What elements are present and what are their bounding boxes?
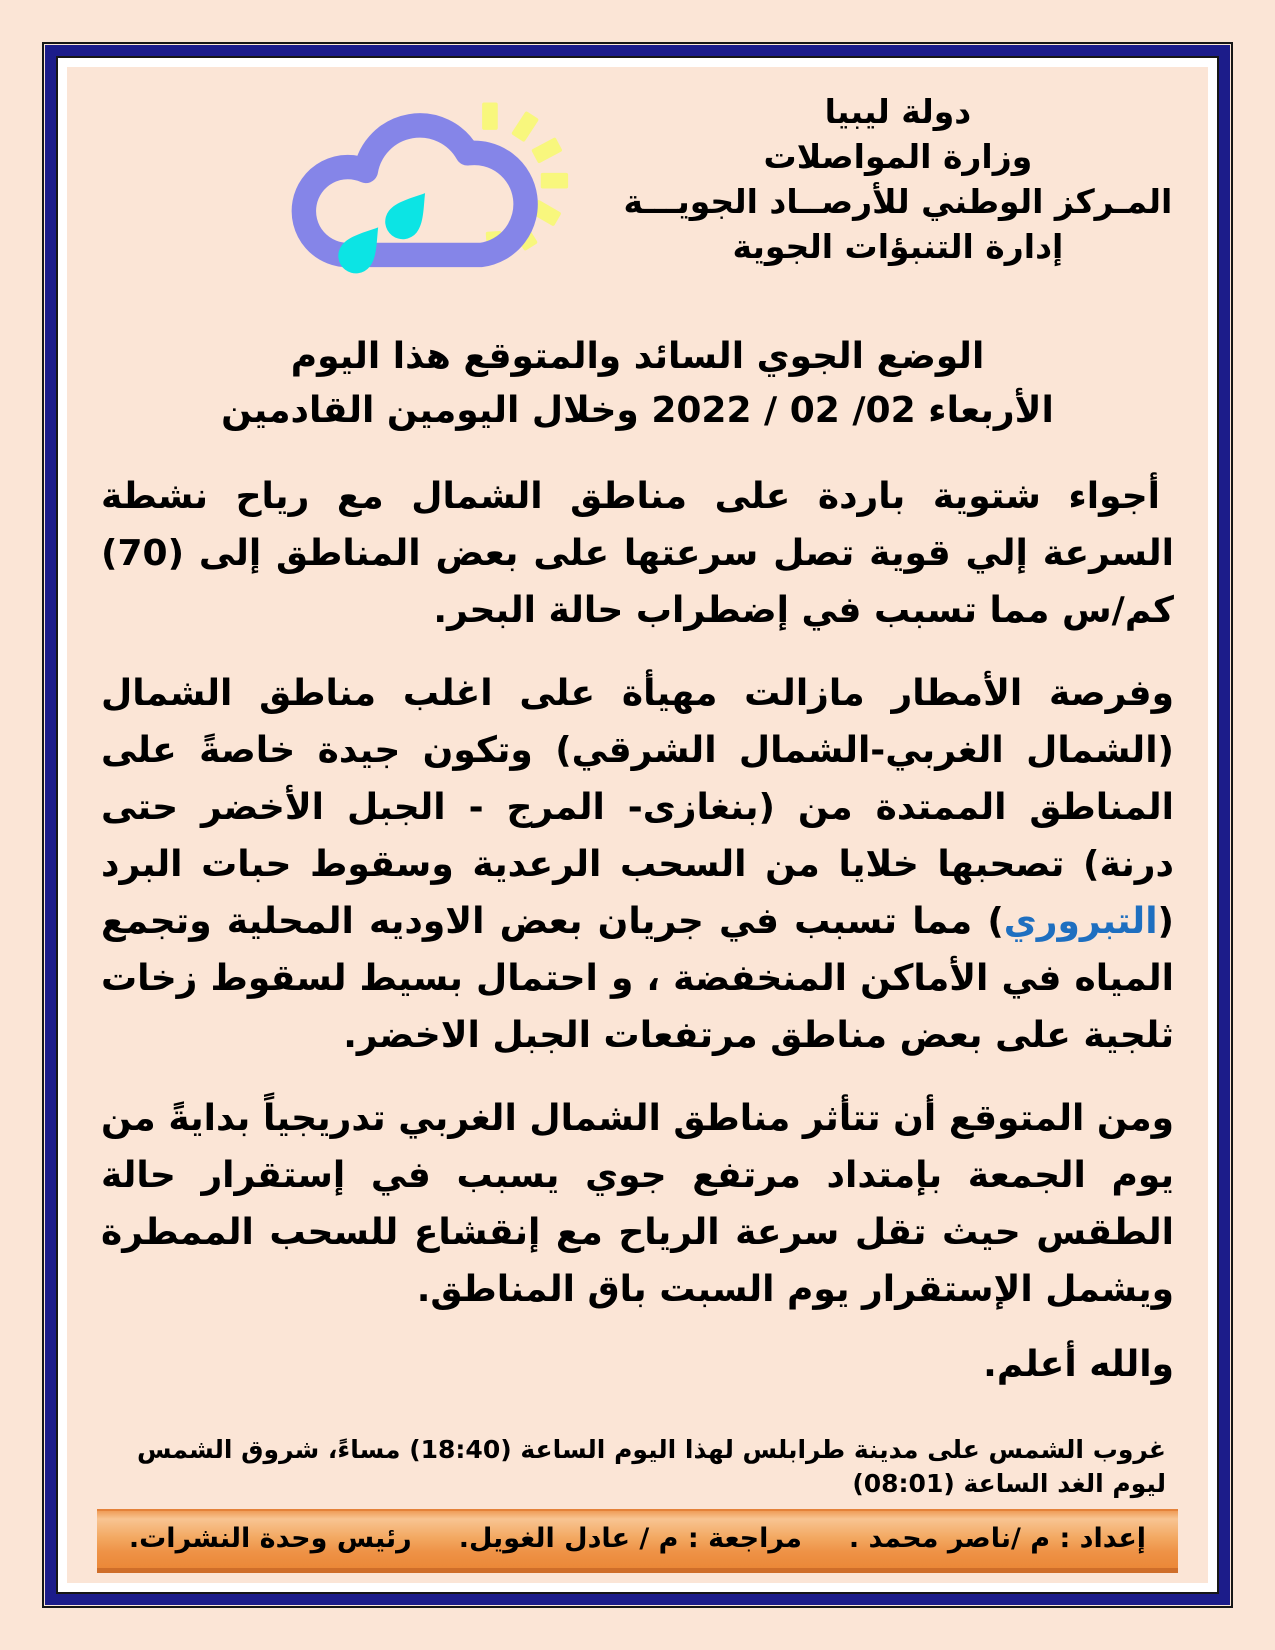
- paragraph-text: وفرصة الأمطار مازالت مهيأة على اغلب مناطق الشمال (الشمال الغربي-الشمال الشرقي) وتكون جيدة خاصةً على المناطق الممتدة من (بنغازى- المرج - الجبل الأخضر حتى درنة) تصحبها خلايا من السحب الرعدية وسقوط حبات البرد (: [101, 673, 1174, 942]
- credits-bar: [97, 1509, 1178, 1573]
- page-border-inner: [56, 56, 1219, 1594]
- paragraph-text: ) مما تسبب في جريان بعض الاوديه المحلية وتجمع المياه في الأماكن المنخفضة ، و احتمال بسيط لسقوط زخات ثلجية على بعض مناطق مرتفعات الجبل الاخضر.: [101, 901, 1174, 1056]
- flex-spacer: [95, 1393, 1180, 1433]
- center-name: المـركز الوطني للأرصــاد الجويـــة: [623, 182, 1173, 221]
- credits-text: إعداد : م /ناصر محمد . مراجعة : م / عادل الغويل. رئيس وحدة النشرات.: [128, 1523, 1147, 1554]
- page-border-navy: [45, 45, 1230, 1605]
- forecast-paragraph-2: [101, 665, 1174, 1064]
- forecast-paragraph-1: [101, 468, 1174, 639]
- masthead: [95, 81, 1180, 296]
- cloud-rain-sun-logo-icon: [284, 81, 604, 296]
- document-content: [67, 67, 1208, 1583]
- organization-block: [616, 81, 1180, 269]
- sunset-sunrise-times: غروب الشمس على مدينة طرابلس لهذا اليوم الساعة (18:40) مساءً، شروق الشمس ليوم الغد الساعة (08:01): [136, 1435, 1166, 1498]
- title-line: الوضع الجوي السائد والمتوقع هذا اليوم: [290, 336, 985, 377]
- paragraph-text: أجواء شتوية باردة على مناطق الشمال مع رياح نشطة السرعة إلي قوية تصل سرعتها على بعض المناطق إلى (70) كم/س مما تسبب في إضطراب حالة البحر.: [101, 476, 1174, 631]
- country-name: دولة ليبيا: [824, 92, 972, 131]
- date-line: الأربعاء 02/ 02 / 2022 وخلال اليومين القادمين: [221, 390, 1054, 431]
- paragraph-text: ومن المتوقع أن تتأثر مناطق الشمال الغربي تدريجياً بدايةً من يوم الجمعة بإمتداد مرتفع جوي يسبب في إستقرار حالة الطقس حيث تقل سرعة الرياح مع إنقشاع للسحب الممطرة ويشمل الإستقرار يوم السبت باق المناطق.: [101, 1098, 1174, 1310]
- hail-term-highlight: التبروري: [1003, 901, 1158, 942]
- logo-container: [95, 81, 616, 296]
- page-border-outer: [42, 42, 1233, 1608]
- department-name: إدارة التنبؤات الجوية: [732, 227, 1064, 266]
- forecast-paragraph-3: [101, 1090, 1174, 1318]
- ministry-name: وزارة المواصلات: [763, 137, 1033, 176]
- closing-phrase: والله أعلم.: [983, 1344, 1174, 1385]
- bulletin-title: [95, 330, 1180, 438]
